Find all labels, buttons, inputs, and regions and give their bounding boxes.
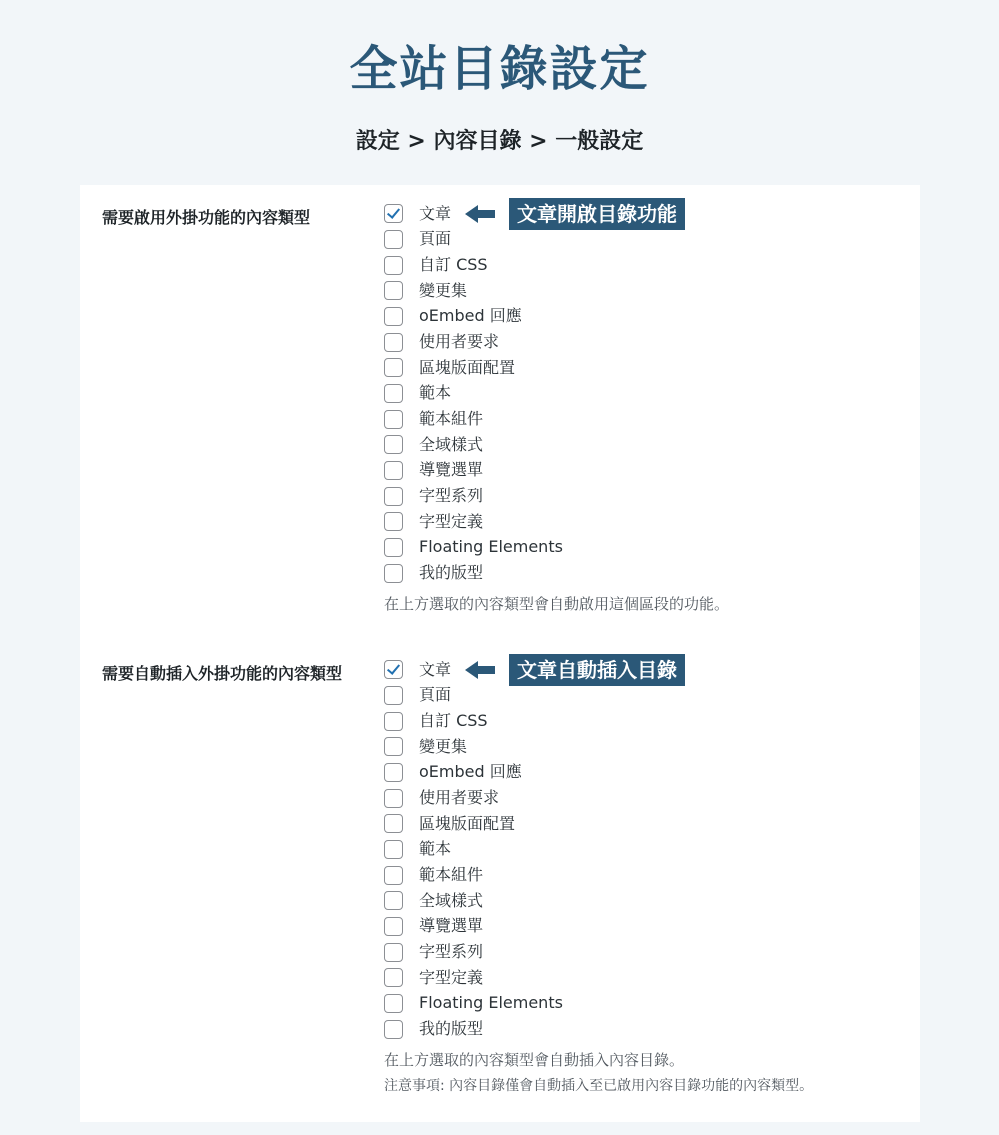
annotation-callout: 文章自動插入目錄 (509, 654, 685, 686)
checkbox-unchecked[interactable] (384, 968, 403, 987)
section-description: 在上方選取的內容類型會自動啟用這個區段的功能。 (384, 594, 730, 613)
checkbox-list (384, 657, 904, 1099)
checkbox-option[interactable] (384, 683, 904, 709)
checkbox-label[interactable]: 文章 (419, 659, 452, 679)
checkbox-unchecked[interactable] (384, 281, 403, 300)
checkbox-unchecked[interactable] (384, 712, 403, 731)
checkbox-label[interactable]: 字型系列 (419, 942, 484, 962)
checkbox-label[interactable]: 字型系列 (419, 486, 484, 506)
section-description: 在上方選取的內容類型會自動插入內容目錄。 (384, 1050, 685, 1069)
checkbox-label[interactable]: 使用者要求 (419, 788, 500, 808)
checkbox-label[interactable]: 自訂 CSS (419, 711, 488, 731)
checkbox-option[interactable] (384, 329, 904, 355)
checkbox-label[interactable]: 範本 (419, 839, 452, 859)
checkbox-unchecked[interactable] (384, 307, 403, 326)
checkbox-option[interactable] (384, 304, 904, 330)
checkbox-option[interactable] (384, 991, 904, 1017)
checkbox-option[interactable] (384, 406, 904, 432)
checkbox-unchecked[interactable] (384, 994, 403, 1013)
checkbox-option[interactable] (384, 657, 904, 683)
checkbox-option[interactable] (384, 483, 904, 509)
section-label: 需要啟用外掛功能的內容類型 (102, 208, 311, 227)
checkbox-option[interactable] (384, 837, 904, 863)
checkbox-unchecked[interactable] (384, 943, 403, 962)
checkbox-unchecked[interactable] (384, 1020, 403, 1039)
checkbox-label[interactable]: 全域樣式 (419, 434, 484, 454)
checkbox-label[interactable]: 字型定義 (419, 967, 484, 987)
checkbox-label[interactable]: Floating Elements (419, 993, 563, 1013)
checkbox-label[interactable]: 範本組件 (419, 865, 484, 885)
checkbox-unchecked[interactable] (384, 917, 403, 936)
checkbox-unchecked[interactable] (384, 410, 403, 429)
checkbox-option[interactable] (384, 708, 904, 734)
checkbox-label[interactable]: 變更集 (419, 280, 468, 300)
checkbox-label[interactable]: 我的版型 (419, 563, 484, 583)
checkbox-list (384, 201, 904, 617)
checkbox-option[interactable] (384, 734, 904, 760)
checkbox-option[interactable] (384, 381, 904, 407)
checkbox-label[interactable]: 變更集 (419, 736, 468, 756)
checkbox-label[interactable]: 範本組件 (419, 409, 484, 429)
checkbox-option[interactable] (384, 862, 904, 888)
checkbox-option[interactable] (384, 201, 904, 227)
checkbox-unchecked[interactable] (384, 512, 403, 531)
checkbox-unchecked[interactable] (384, 814, 403, 833)
checkbox-unchecked[interactable] (384, 840, 403, 859)
checkbox-option[interactable] (384, 939, 904, 965)
checkbox-option[interactable] (384, 509, 904, 535)
settings-panel (80, 185, 920, 1122)
checkbox-option[interactable] (384, 278, 904, 304)
checkbox-label[interactable]: 使用者要求 (419, 332, 500, 352)
checkbox-unchecked[interactable] (384, 763, 403, 782)
checkbox-option[interactable] (384, 785, 904, 811)
checkbox-option[interactable] (384, 965, 904, 991)
checkbox-unchecked[interactable] (384, 256, 403, 275)
checkbox-option[interactable] (384, 227, 904, 253)
checkbox-unchecked[interactable] (384, 384, 403, 403)
checkbox-label[interactable]: 我的版型 (419, 1019, 484, 1039)
checkbox-option[interactable] (384, 811, 904, 837)
checkbox-checked[interactable] (384, 660, 403, 679)
checkbox-option[interactable] (384, 252, 904, 278)
checkbox-checked[interactable] (384, 204, 403, 223)
page-title: 全站目錄設定 (349, 41, 650, 97)
checkbox-unchecked[interactable] (384, 564, 403, 583)
section-label: 需要自動插入外掛功能的內容類型 (102, 664, 343, 683)
checkbox-label[interactable]: oEmbed 回應 (419, 306, 522, 326)
checkbox-label[interactable]: 範本 (419, 383, 452, 403)
checkbox-label[interactable]: 頁面 (419, 229, 452, 249)
checkbox-option[interactable] (384, 560, 904, 586)
breadcrumb: 設定 > 內容目錄 > 一般設定 (355, 129, 644, 154)
checkbox-label[interactable]: Floating Elements (419, 537, 563, 557)
checkbox-label[interactable]: 頁面 (419, 685, 452, 705)
annotation-callout: 文章開啟目錄功能 (509, 198, 685, 230)
checkbox-unchecked[interactable] (384, 435, 403, 454)
arrow-left-icon (465, 205, 495, 223)
checkbox-option[interactable] (384, 432, 904, 458)
checkbox-label[interactable]: oEmbed 回應 (419, 762, 522, 782)
checkbox-option[interactable] (384, 535, 904, 561)
checkbox-unchecked[interactable] (384, 866, 403, 885)
checkbox-option[interactable] (384, 760, 904, 786)
checkbox-label[interactable]: 導覽選單 (419, 916, 484, 936)
checkbox-unchecked[interactable] (384, 333, 403, 352)
checkbox-label[interactable]: 區塊版面配置 (419, 357, 516, 377)
checkbox-option[interactable] (384, 888, 904, 914)
checkbox-unchecked[interactable] (384, 538, 403, 557)
checkbox-label[interactable]: 文章 (419, 203, 452, 223)
checkbox-unchecked[interactable] (384, 789, 403, 808)
checkbox-option[interactable] (384, 458, 904, 484)
checkbox-unchecked[interactable] (384, 461, 403, 480)
checkbox-option[interactable] (384, 355, 904, 381)
checkbox-label[interactable]: 自訂 CSS (419, 255, 488, 275)
arrow-left-icon (465, 661, 495, 679)
checkbox-unchecked[interactable] (384, 487, 403, 506)
checkbox-label[interactable]: 區塊版面配置 (419, 813, 516, 833)
checkbox-option[interactable] (384, 914, 904, 940)
checkbox-label[interactable]: 全域樣式 (419, 890, 484, 910)
checkbox-unchecked[interactable] (384, 686, 403, 705)
section-note: 注意事項: 內容目錄僅會自動插入至已啟用內容目錄功能的內容類型。 (384, 1077, 814, 1094)
checkbox-label[interactable]: 導覽選單 (419, 460, 484, 480)
checkbox-label[interactable]: 字型定義 (419, 511, 484, 531)
checkbox-option[interactable] (384, 1016, 904, 1042)
checkbox-unchecked[interactable] (384, 737, 403, 756)
checkbox-unchecked[interactable] (384, 358, 403, 377)
checkbox-unchecked[interactable] (384, 230, 403, 249)
checkbox-unchecked[interactable] (384, 891, 403, 910)
